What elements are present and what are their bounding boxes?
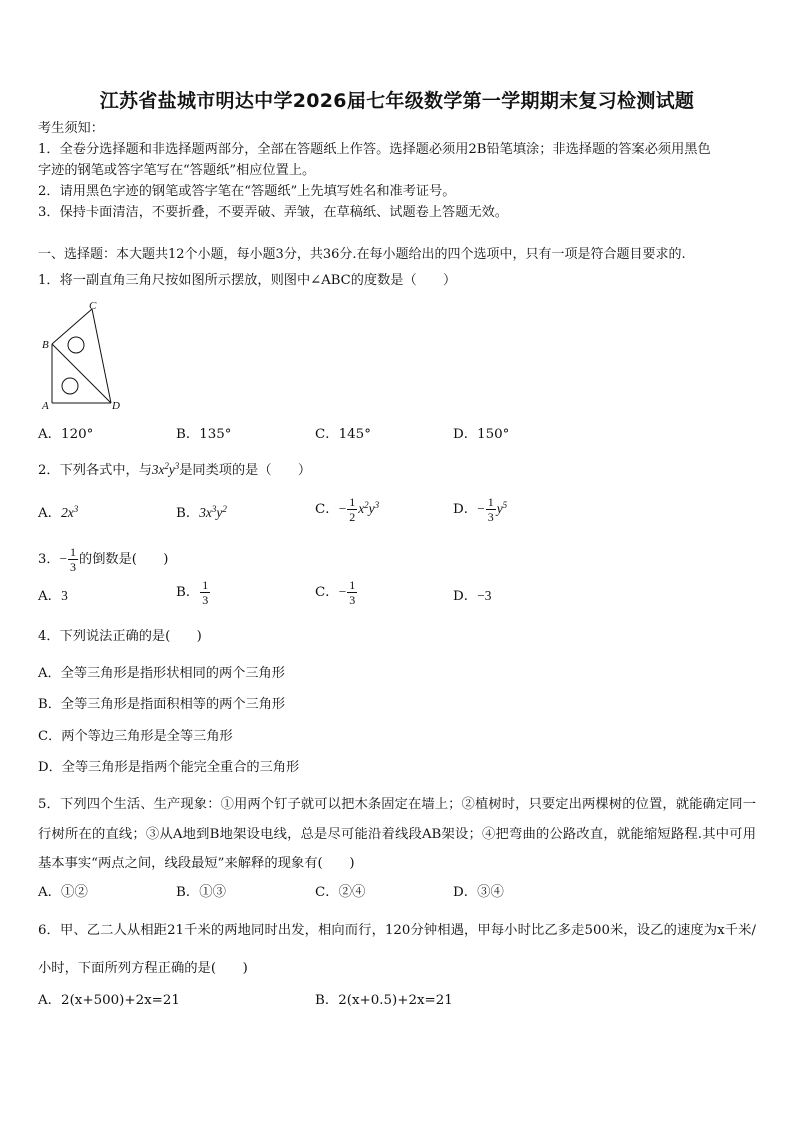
q4-option-a[interactable]: A．全等三角形是指形状相同的两个三角形 xyxy=(38,666,285,681)
question-4-stem: 4．下列说法正确的是( ) xyxy=(38,629,202,644)
q1-option-b[interactable]: B．135° xyxy=(176,427,232,442)
ruler-hole xyxy=(62,378,78,394)
q1-option-c[interactable]: C．145° xyxy=(315,427,371,442)
q6-option-b[interactable]: B．2(x+0.5)+2x=21 xyxy=(315,993,453,1008)
q1-option-a[interactable]: A．120° xyxy=(38,427,94,442)
q1-option-d[interactable]: D．150° xyxy=(453,427,510,442)
notice-heading: 考生须知： xyxy=(38,121,104,136)
q5-option-b[interactable]: B．①③ xyxy=(176,885,227,900)
figure-edge xyxy=(52,344,111,403)
label-a: A xyxy=(42,400,49,412)
ruler-hole xyxy=(68,337,84,353)
q6-option-a[interactable]: A．2(x+500)+2x=21 xyxy=(38,993,180,1008)
question-3-stem: 3．− $\frac{1}{3}$ 的倒数是( ) xyxy=(38,545,169,574)
question-5-stem: 5．下列四个生活、生产现象：①用两个钉子就可以把木条固定在墙上；②植树时，只要定出两棵树的位置，就能确定同一行树所在的直线；③从A地到B地架设电线，总是尽可能沿着线段AB架设；④把弯曲的公路改直，就能缩短路程.其中可用基本事实“两点之间，线段最短”来解释的现象有( ) xyxy=(38,797,756,871)
q2-option-d[interactable]: D．− $\frac{1}{3}$ $y^5$ xyxy=(453,495,508,524)
q4-option-b[interactable]: B．全等三角形是指面积相等的两个三角形 xyxy=(38,697,286,712)
q3-option-b[interactable]: B． $\frac{1}{3}$ xyxy=(176,578,209,607)
q2-stem-prefix: 2．下列各式中，与 xyxy=(38,463,152,478)
section-heading: 一、选择题：本大题共12个小题，每小题3分，共36分.在每小题给出的四个选项中，只有一项是符合题目要求的. xyxy=(38,247,686,262)
q2-option-a[interactable]: A．$2x^3$ xyxy=(38,504,79,521)
q4-option-c[interactable]: C．两个等边三角形是全等三角形 xyxy=(38,729,233,744)
q5-option-c[interactable]: C．②④ xyxy=(315,885,366,900)
q5-option-d[interactable]: D．③④ xyxy=(453,885,504,900)
label-c: C xyxy=(89,300,97,312)
question-6-stem: 6．甲、乙二人从相距21千米的两地同时出发，相向而行，120分钟相遇，甲每小时比乙多走500米，设乙的速度为x千米/小时，下面所列方程正确的是( ) xyxy=(38,923,756,976)
q2-stem-suffix: 是同类项的是（ ） xyxy=(179,463,312,478)
question-2-stem xyxy=(38,461,311,480)
notice-item: 字迹的钢笔或答字笔写在“答题纸”相应位置上。 xyxy=(38,163,316,178)
question-1-stem: 1．将一副直角三角尺按如图所示摆放，则图中∠ABC的度数是（ ） xyxy=(38,273,457,288)
q3-option-c[interactable]: C．− $\frac{1}{3}$ xyxy=(315,578,356,607)
notice-item: 3．保持卡面清洁，不要折叠，不要弄破、弄皱，在草稿纸、试题卷上答题无效。 xyxy=(38,205,508,220)
label-d: D xyxy=(112,400,120,412)
q5-option-a[interactable]: A．①② xyxy=(38,885,88,900)
q4-option-d[interactable]: D．全等三角形是指两个能完全重合的三角形 xyxy=(38,760,300,775)
notice-item: 2．请用黑色字迹的钢笔或答字笔在“答题纸”上先填写姓名和准考证号。 xyxy=(38,184,456,199)
q2-option-c[interactable]: C．− $\frac{1}{2}$ $x^2y^3$ xyxy=(315,495,380,524)
q3-option-d[interactable]: D．−3 xyxy=(453,588,492,604)
figure-edge xyxy=(52,309,92,344)
figure-edge xyxy=(92,309,111,403)
label-b: B xyxy=(42,339,49,351)
triangle-rulers-figure xyxy=(38,298,128,416)
q2-stem-expr: $3x^2y^3$ xyxy=(151,461,180,477)
notice-item: 1．全卷分选择题和非选择题两部分，全部在答题纸上作答。选择题必须用2B铅笔填涂；非选择题的答案必须用黑色 xyxy=(38,142,711,157)
q2-option-b[interactable]: B．$3x^3y^2$ xyxy=(176,504,227,521)
page-title: 江苏省盐城市明达中学2026届七年级数学第一学期期末复习检测试题 xyxy=(99,90,695,112)
q3-option-a[interactable]: A．3 xyxy=(38,588,68,604)
